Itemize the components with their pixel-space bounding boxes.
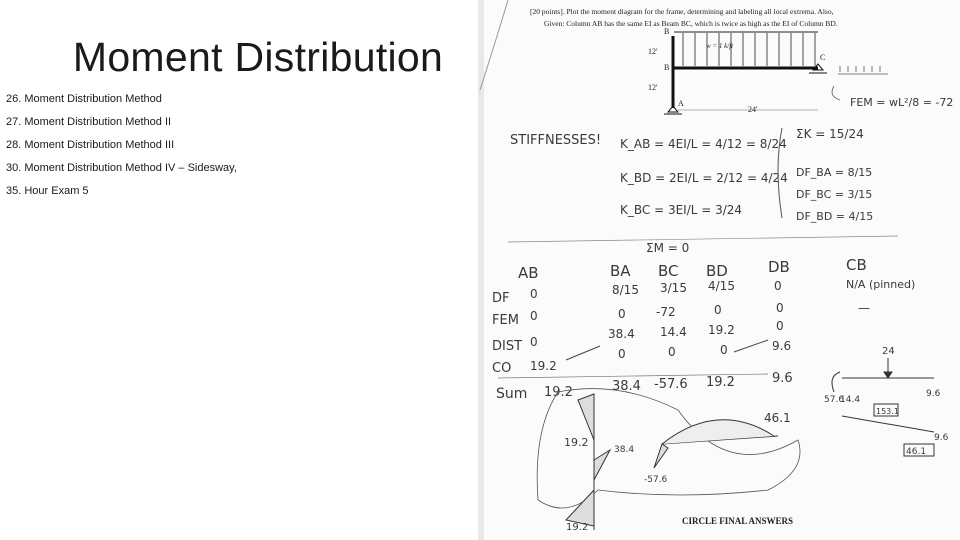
- table-cell: 38.4: [608, 327, 635, 341]
- table-cell: 0: [714, 303, 722, 317]
- fbd-label: 9.6: [926, 389, 941, 399]
- table-cell: 19.2: [706, 375, 735, 390]
- sum-m: ΣM = 0: [646, 241, 690, 255]
- k-ab: K_AB = 4EI/L = 4/12 = 8/24: [620, 137, 787, 151]
- table-cell: -57.6: [654, 377, 688, 392]
- row-label: Sum: [496, 386, 528, 402]
- handwritten-solution-scan: [478, 0, 960, 540]
- distribution-table: [492, 256, 915, 402]
- table-cell: 19.2: [544, 385, 573, 400]
- sum-k: ΣK = 15/24: [796, 127, 864, 141]
- moment-diagram: [537, 389, 800, 530]
- table-cell: 19.2: [530, 359, 557, 373]
- fem-sketch: [832, 66, 888, 100]
- table-cell: -72: [656, 305, 676, 319]
- table-cell: 3/15: [660, 281, 687, 295]
- fbd-label: 14.4: [840, 395, 861, 405]
- fbd-label: 24: [882, 346, 895, 357]
- fbd-label: 46.1: [906, 447, 927, 457]
- node-c: C: [820, 53, 826, 62]
- dim-top: 12': [648, 47, 658, 56]
- table-cell: 14.4: [660, 325, 687, 339]
- table-cell: 0: [776, 301, 784, 315]
- lecture-item: 30. Moment Distribution Method IV – Sidesway,: [6, 162, 237, 174]
- page-fold: [480, 0, 508, 90]
- fem-note: FEM = wL²/8 = -72: [850, 96, 954, 109]
- table-cell: 9.6: [772, 371, 793, 386]
- diagram-label: 19.2: [566, 522, 589, 533]
- table-cell: 19.2: [708, 323, 735, 337]
- lecture-item: 27. Moment Distribution Method II: [6, 116, 172, 128]
- col-header: AB: [518, 264, 539, 282]
- col-header: CB: [846, 256, 867, 274]
- node-a: A: [678, 99, 684, 108]
- k-bd: K_BD = 2EI/L = 2/12 = 4/24: [620, 171, 788, 185]
- fbd-label: 57.6: [824, 395, 845, 405]
- node-b-top: B: [664, 27, 670, 36]
- scan-drawing: [478, 0, 960, 540]
- footer-note: CIRCLE FINAL ANSWERS: [682, 516, 794, 526]
- stiffness-title: STIFFNESSES!: [510, 133, 602, 148]
- df-ba: DF_BA = 8/15: [796, 166, 873, 179]
- row-label: CO: [492, 361, 512, 376]
- frame-figure: [664, 32, 827, 114]
- dim-bottom: 12': [648, 83, 658, 92]
- diagram-label: 46.1: [764, 411, 791, 425]
- table-cell: 0: [530, 287, 538, 301]
- table-cell: 0: [530, 335, 538, 349]
- table-cell: 38.4: [612, 379, 641, 394]
- carryover-arrow: [566, 346, 600, 360]
- fbd-label: 153.1: [876, 407, 899, 416]
- fbd-label: 9.6: [934, 433, 949, 443]
- table-cell: 9.6: [772, 339, 792, 353]
- table-cell: 4/15: [708, 279, 735, 293]
- table-cell: 0: [618, 307, 626, 321]
- lecture-item: 28. Moment Distribution Method III: [6, 139, 175, 151]
- diagram-label: 19.2: [564, 436, 589, 449]
- row-label: FEM: [492, 313, 519, 328]
- diagram-label: -57.6: [644, 475, 668, 485]
- problem-header-line2: Given: Column AB has the same EI as Beam BC, which is twice as high as the EI of Column BD.: [544, 19, 838, 28]
- row-label: DF: [492, 291, 510, 306]
- table-rule: [508, 236, 898, 242]
- carryover-arrow: [734, 340, 768, 352]
- table-cell: 8/15: [612, 283, 639, 297]
- table-cell: 0: [668, 345, 676, 359]
- row-label: DIST: [492, 339, 523, 354]
- k-bc: K_BC = 3EI/L = 3/24: [620, 203, 743, 217]
- slide-title: Moment Distribution: [72, 34, 444, 80]
- node-b: B: [664, 63, 670, 72]
- table-cell: 0: [776, 319, 784, 333]
- dim-span: 24': [748, 105, 758, 114]
- diagram-label: 38.4: [614, 445, 635, 455]
- col-header: DB: [768, 258, 790, 276]
- lecture-item: 35. Hour Exam 5: [6, 185, 89, 197]
- table-cell: —: [858, 301, 870, 315]
- col-header: BD: [706, 262, 728, 280]
- df-bc: DF_BC = 3/15: [796, 188, 873, 201]
- table-cell: N/A (pinned): [846, 278, 916, 291]
- lecture-list: [6, 90, 237, 205]
- lecture-item: 26. Moment Distribution Method: [6, 93, 162, 105]
- load-label: w = 1 k/ft: [706, 42, 734, 50]
- table-cell: 0: [530, 309, 538, 323]
- problem-header-line1: [20 points]. Plot the moment diagram for the frame, determining and labeling all local extrema. Also,: [530, 7, 834, 16]
- table-cell: 0: [774, 279, 782, 293]
- col-header: BA: [610, 262, 631, 280]
- table-cell: 0: [720, 343, 728, 357]
- df-bd: DF_BD = 4/15: [796, 210, 874, 223]
- col-header: BC: [658, 262, 679, 280]
- table-cell: 0: [618, 347, 626, 361]
